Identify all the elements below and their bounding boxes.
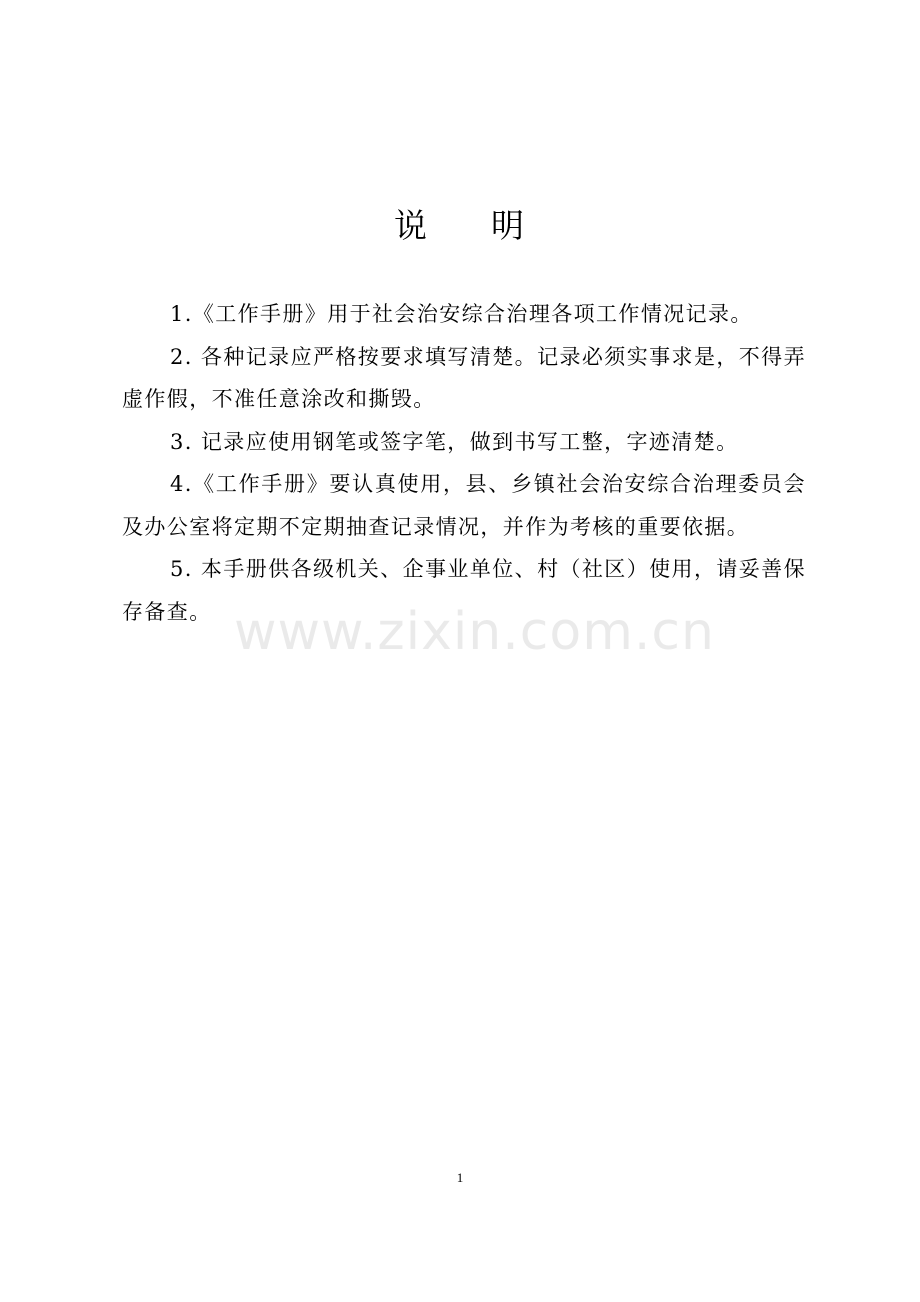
instructions-body [122, 293, 806, 633]
page-title [0, 202, 920, 250]
page-number: 1 [456, 1170, 464, 1185]
watermark: www.zixin.com.cn [234, 602, 715, 662]
instruction-paragraph-3: 3. 记录应使用钢笔或签字笔，做到书写工整，字迹清楚。 [170, 429, 739, 454]
instruction-paragraph-5: 5. 本手册供各级机关、企事业单位、村（社区）使用，请妥善保存备查。 [122, 557, 806, 624]
title-char-1: 说 [394, 206, 429, 245]
instruction-paragraph-2: 2. 各种记录应严格按要求填写清楚。记录必须实事求是，不得弄虚作假，不准任意涂改和撕毁。 [122, 344, 806, 411]
instruction-paragraph-1: 1.《工作手册》用于社会治安综合治理各项工作情况记录。 [170, 302, 753, 326]
instruction-paragraph-4: 4.《工作手册》要认真使用，县、乡镇社会治安综合治理委员会及办公室将定期不定期抽查记录情况，并作为考核的重要依据。 [122, 472, 806, 539]
title-char-2: 明 [491, 206, 526, 245]
